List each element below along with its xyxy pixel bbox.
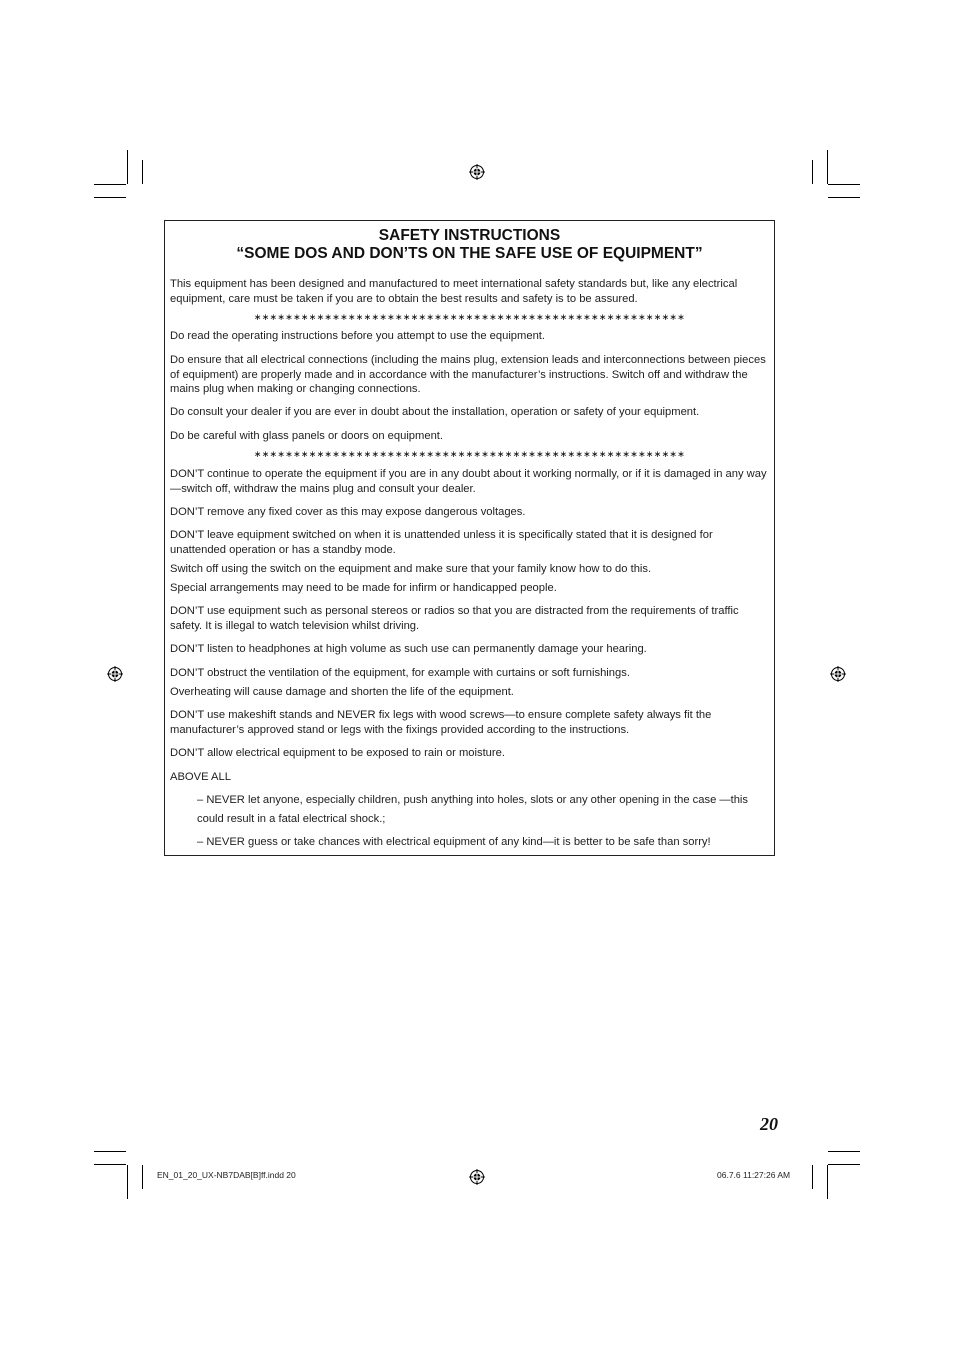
footer-filename: EN_01_20_UX-NB7DAB[B]ff.indd 20 [157, 1170, 296, 1180]
dont-item: DON’T obstruct the ventilation of the equipment, for example with curtains or soft furnishings. [170, 667, 630, 679]
separator: ∗∗∗∗∗∗∗∗∗∗∗∗∗∗∗∗∗∗∗∗∗∗∗∗∗∗∗∗∗∗∗∗∗∗∗∗∗∗∗∗∗∗∗∗∗∗∗∗∗∗∗∗∗∗∗ [253, 312, 686, 322]
dont-item: DON’T leave equipment switched on when it is unattended unless it is specifically stated that it is designed for unattended operation or has a standby mode. [170, 529, 713, 556]
dont-item: Switch off using the switch on the equipment and make sure that your family know how to do this. [170, 563, 652, 575]
above-all-label: ABOVE ALL [170, 771, 231, 783]
page-title: SAFETY INSTRUCTIONS [378, 227, 561, 244]
page-subtitle: “SOME DOS AND DON’TS ON THE SAFE USE OF EQUIPMENT” [236, 245, 703, 262]
footer-timestamp: 06.7.6 11:27:26 AM [717, 1170, 791, 1180]
dont-item: Overheating will cause damage and shorten the life of the equipment. [170, 686, 514, 698]
dont-item: DON’T use equipment such as personal stereos or radios so that you are distracted from the requirements of traffic safety. It is illegal to watch television whilst driving. [170, 605, 739, 632]
do-item: Do be careful with glass panels or doors on equipment. [170, 430, 444, 442]
dont-item: DON’T allow electrical equipment to be exposed to rain or moisture. [170, 747, 505, 759]
separator: ∗∗∗∗∗∗∗∗∗∗∗∗∗∗∗∗∗∗∗∗∗∗∗∗∗∗∗∗∗∗∗∗∗∗∗∗∗∗∗∗∗∗∗∗∗∗∗∗∗∗∗∗∗∗∗ [253, 449, 686, 459]
do-item: Do consult your dealer if you are ever in doubt about the installation, operation or safety of your equipment. [170, 406, 700, 418]
dont-item: DON’T use makeshift stands and NEVER fix legs with wood screws—to ensure complete safety always fit the manufacturer’s approved stand or legs with the fixings provided according to the instructions. [170, 709, 712, 736]
registration-mark-icon [107, 666, 123, 682]
page-number: 20 [760, 1114, 778, 1134]
dont-item: Special arrangements may need to be made for infirm or handicapped people. [170, 582, 557, 594]
dont-item: DON’T remove any fixed cover as this may expose dangerous voltages. [170, 506, 526, 518]
intro-paragraph: This equipment has been designed and manufactured to meet international safety standards but, like any electrical equipment, care must be taken if you are to obtain the best results and safety is to be assured. [170, 278, 738, 305]
registration-mark-icon [469, 1169, 485, 1185]
registration-mark-icon [469, 164, 485, 180]
do-item: Do read the operating instructions before you attempt to use the equipment. [170, 330, 546, 342]
above-all-item: – NEVER let anyone, especially children, push anything into holes, slots or any other opening in the case —this could result in a fatal electrical shock.; [197, 794, 748, 825]
registration-mark-icon [830, 666, 846, 682]
do-item: Do ensure that all electrical connections (including the mains plug, extension leads and interconnections between pieces of equipment) are properly made and in accordance with the manufacturer’s instructions. Switch off and withdraw the mains plug when making or changing connections. [170, 354, 766, 396]
above-all-item: – NEVER guess or take chances with electrical equipment of any kind—it is better to be safe than sorry! [197, 836, 711, 848]
dont-item: DON’T listen to headphones at high volume as such use can permanently damage your hearing. [170, 643, 647, 655]
safety-instructions-box [164, 220, 775, 856]
dont-item: DON’T continue to operate the equipment if you are in any doubt about it working normally, or if it is damaged in any way—switch off, withdraw the mains plug and consult your dealer. [170, 468, 767, 495]
